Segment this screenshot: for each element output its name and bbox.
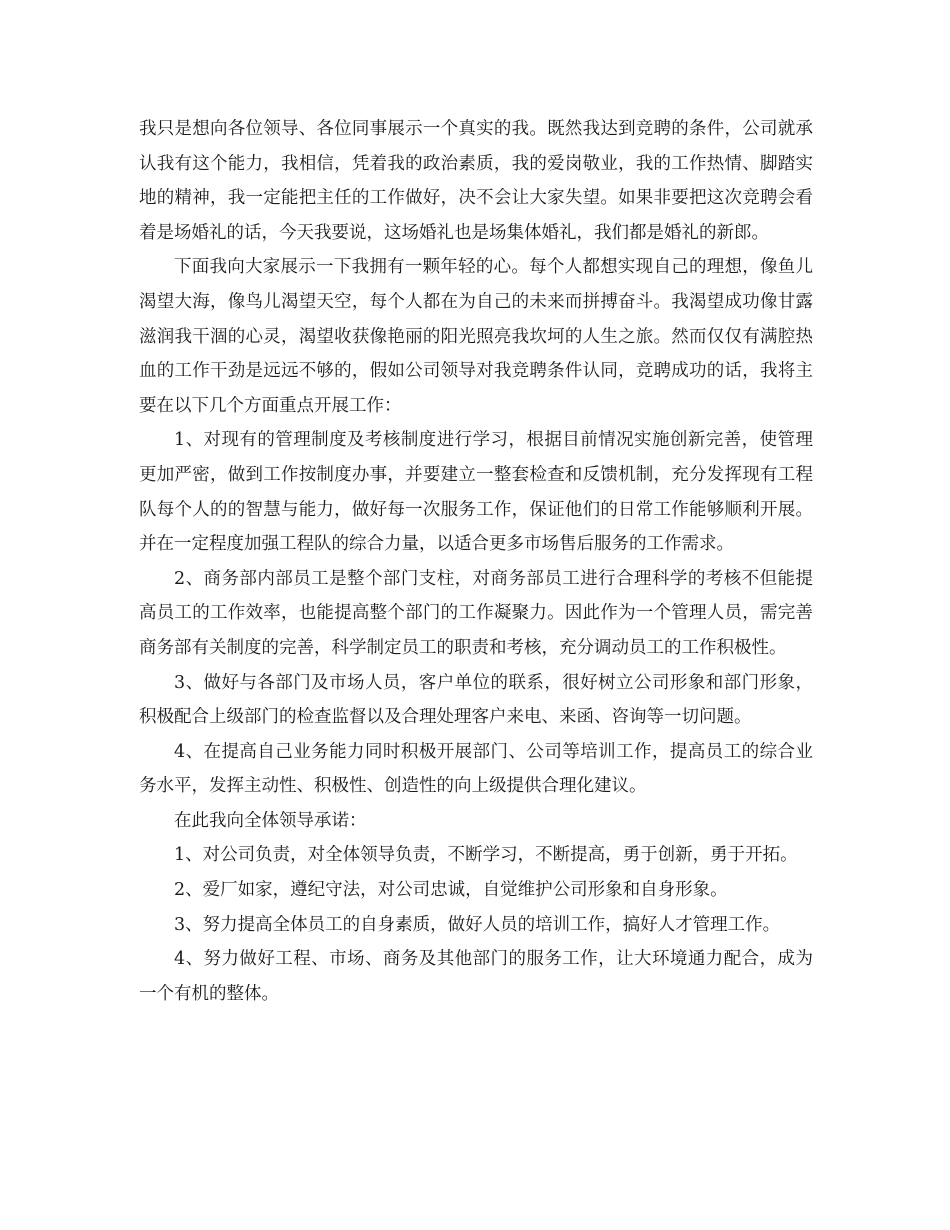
paragraph-promise-intro: 在此我向全体领导承诺： (174, 810, 367, 831)
paragraph-promise-1: 1、对公司负责，对全体领导负责，不断学习，不断提高，勇于创新，勇于开拓。 (174, 845, 798, 866)
paragraph-promise-4: 4、努力做好工程、市场、商务及其他部门的服务工作，让大环境通力配合，成为一个有机的整体。 (139, 949, 813, 1004)
document-body (139, 112, 813, 1011)
paragraph-promise-2: 2、爱厂如家，遵纪守法，对公司忠诚，自觉维护公司形象和自身形象。 (174, 880, 728, 901)
paragraph-plan-item-1: 1、对现有的管理制度及考核制度进行学习，根据目前情况实施创新完善，使管理更加严密，做到工作按制度办事，并要建立一整套检查和反馈机制，充分发挥现有工程队每个人的的智慧与能力，做好每一次服务工作，保证他们的日常工作能够顺利开展。并在一定程度加强工程队的综合力量，以适合更多市场售后服务的工作需求。 (139, 430, 813, 555)
paragraph-promise-3: 3、努力提高全体员工的自身素质，做好人员的培训工作，搞好人才管理工作。 (174, 914, 781, 935)
paragraph-opening: 我只是想向各位领导、各位同事展示一个真实的我。既然我达到竞聘的条件，公司就承认我有这个能力，我相信，凭着我的政治素质，我的爱岗敬业，我的工作热情、脚踏实地的精神，我一定能把主任的工作做好，决不会让大家失望。如果非要把这次竞聘会看着是场婚礼的话，今天我要说，这场婚礼也是场集体婚礼，我们都是婚礼的新郎。 (139, 119, 813, 243)
paragraph-plan-item-2: 2、商务部内部员工是整个部门支柱，对商务部员工进行合理科学的考核不但能提高员工的工作效率，也能提高整个部门的工作凝聚力。因此作为一个管理人员，需完善商务部有关制度的完善，科学制定员工的职责和考核，充分调动员工的工作积极性。 (139, 568, 813, 658)
paragraph-plan-item-3: 3、做好与各部门及市场人员，客户单位的联系，很好树立公司形象和部门形象，积极配合上级部门的检查监督以及合理处理客户来电、来函、咨询等一切问题。 (139, 672, 813, 728)
paragraph-plan-item-4: 4、在提高自己业务能力同时积极开展部门、公司等培训工作，提高员工的综合业务水平，发挥主动性、积极性、创造性的向上级提供合理化建议。 (139, 741, 813, 797)
paragraph-young-heart: 下面我向大家展示一下我拥有一颗年轻的心。每个人都想实现自己的理想，像鱼儿渴望大海，像鸟儿渴望天空，每个人都在为自己的未来而拼搏奋斗。我渴望成功像甘露滋润我干涸的心灵，渴望收获像艳丽的阳光照亮我坎坷的人生之旅。然而仅仅有满腔热血的工作干劲是远远不够的，假如公司领导对我竞聘条件认同，竞聘成功的话，我将主要在以下几个方面重点开展工作： (139, 257, 813, 416)
